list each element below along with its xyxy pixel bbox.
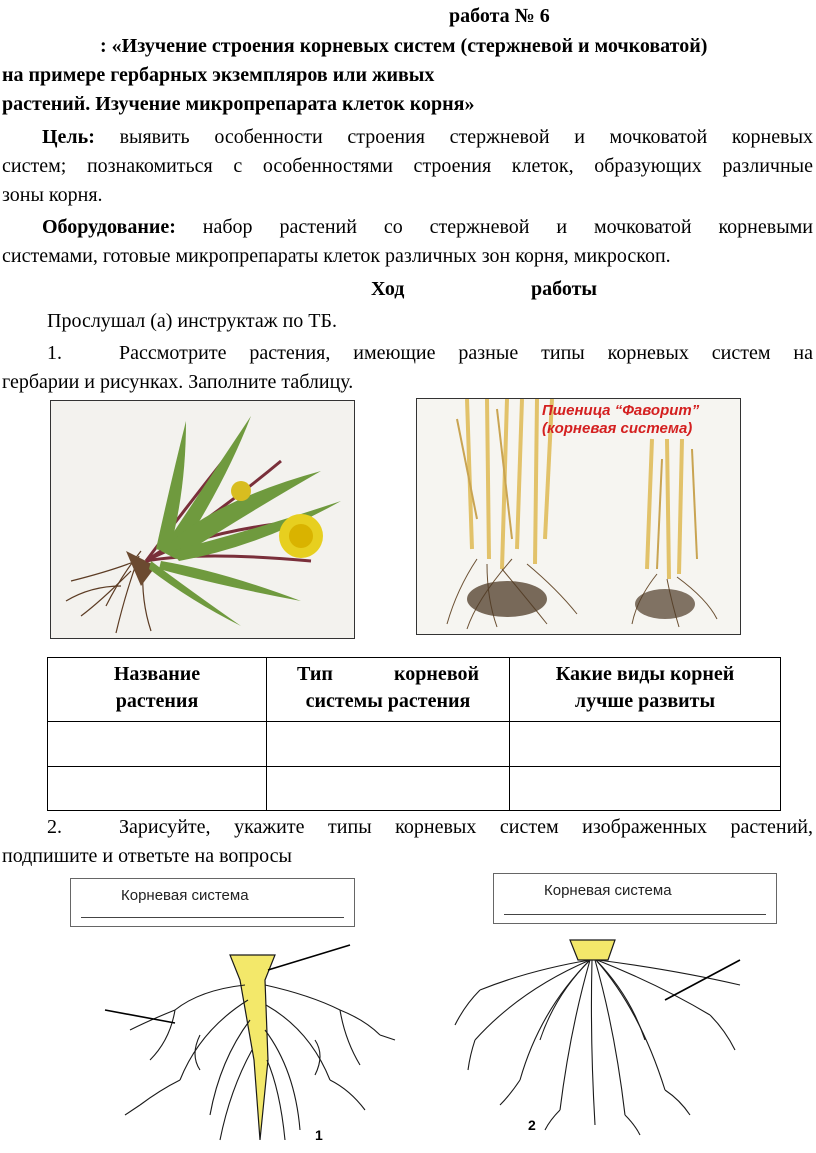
drawing-number-1: 1 <box>315 1127 323 1143</box>
lab-topic-line-2: на примере гербарных экземпляров или живых <box>2 64 435 86</box>
briefing-text: Прослушал (а) инструктаж по ТБ. <box>47 310 337 332</box>
progress-word-2: работы <box>531 278 598 300</box>
equipment-paragraph <box>2 213 813 271</box>
task2-number: 2. <box>47 816 62 838</box>
label-box-1-underline <box>81 917 344 918</box>
drawing-number-2: 2 <box>528 1117 536 1133</box>
header-1-line-2: растения <box>115 690 199 712</box>
table-row <box>48 767 781 811</box>
header-3-line-2: лучше развиты <box>574 690 716 712</box>
fibrous-root-drawing <box>440 930 770 1145</box>
goal-text-2: систем; познакомиться с особенностями строения клеток, образующих различные <box>2 155 813 177</box>
lab-topic-line-1: : «Изучение строения корневых систем (стержневой и мочковатой) <box>100 35 708 57</box>
wheat-roots-photo <box>416 398 741 635</box>
photo-caption-line-1: Пшеница “Фаворит” <box>542 402 700 419</box>
table-header-row <box>48 658 781 722</box>
dandelion-photo <box>50 400 355 639</box>
lab-title: работа № 6 <box>449 5 550 27</box>
equipment-label: Оборудование: <box>42 216 176 238</box>
header-2-line-1: Тип корневой <box>297 663 479 685</box>
task2-text-2: подпишите и ответьте на вопросы <box>2 845 292 867</box>
table-cell[interactable] <box>48 767 267 811</box>
lab-topic-line-3: растений. Изучение микропрепарата клеток корня» <box>2 93 475 115</box>
table-cell[interactable] <box>510 722 781 767</box>
dandelion-illustration <box>51 401 354 638</box>
label-box-1-text: Корневая система <box>121 887 249 904</box>
table-row <box>48 722 781 767</box>
task2-text-1: Зарисуйте, укажите типы корневых систем изображенных растений, <box>119 816 813 838</box>
label-box-2-underline <box>504 914 766 915</box>
table-cell[interactable] <box>267 722 510 767</box>
task1-number: 1. <box>47 342 62 364</box>
label-box-2-text: Корневая система <box>544 882 672 899</box>
root-system-label-box-2[interactable] <box>493 873 777 924</box>
photo-caption-line-2: (корневая система) <box>542 420 693 437</box>
equipment-text-2: системами, готовые микропрепараты клеток различных зон корня, микроскоп. <box>2 245 671 267</box>
header-3-line-1: Какие виды корней <box>555 663 735 685</box>
root-system-label-box-1[interactable] <box>70 878 355 927</box>
taproot-drawing <box>80 940 440 1150</box>
table-header-root-type <box>267 658 510 722</box>
goal-text-1: выявить особенности строения стержневой и мочковатой корневых <box>119 126 814 148</box>
table-header-roots-developed <box>510 658 781 722</box>
table-header-plant-name <box>48 658 267 722</box>
table-cell[interactable] <box>510 767 781 811</box>
root-systems-table <box>47 657 781 811</box>
wheat-illustration <box>417 399 740 634</box>
task2-paragraph <box>2 813 813 871</box>
goal-paragraph <box>2 123 813 210</box>
goal-label: Цель: <box>42 126 95 148</box>
table-cell[interactable] <box>48 722 267 767</box>
table-cell[interactable] <box>267 767 510 811</box>
header-2-line-2: системы растения <box>305 690 471 712</box>
goal-text-3: зоны корня. <box>2 184 103 206</box>
task1-text-1: Рассмотрите растения, имеющие разные типы корневых систем на <box>119 342 813 364</box>
task1-paragraph <box>2 339 813 397</box>
progress-word-1: Ход <box>371 278 405 300</box>
equipment-text-1: набор растений со стержневой и мочковатой корневыми <box>202 216 813 238</box>
task1-text-2: гербарии и рисунках. Заполните таблицу. <box>2 371 354 393</box>
header-1-line-1: Название <box>113 663 201 685</box>
